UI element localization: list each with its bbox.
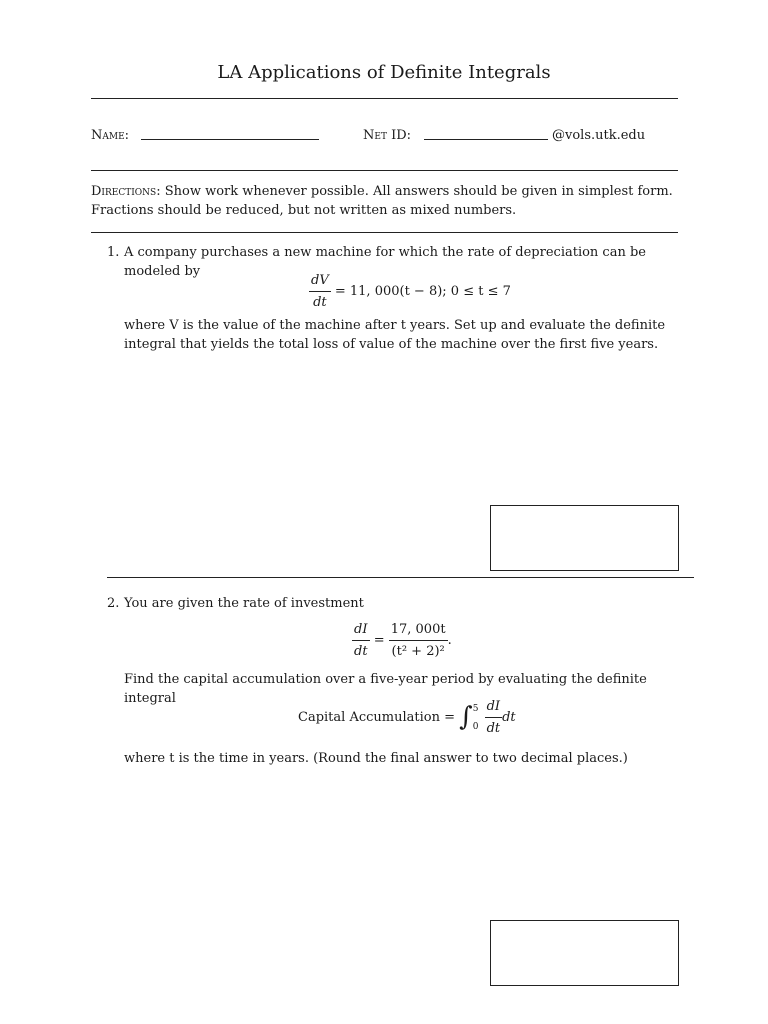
integral-lower-limit: 0 bbox=[472, 721, 479, 732]
name-label: Name: bbox=[91, 128, 130, 143]
fraction-numerator: dI bbox=[354, 622, 368, 637]
problem-2-note: where t is the time in years. (Round the final answer to two decimal places.) bbox=[124, 751, 628, 766]
integral-sign: ∫ bbox=[459, 702, 473, 732]
problem-1-answer-box[interactable] bbox=[490, 505, 679, 571]
fraction-denominator: dt bbox=[309, 291, 331, 312]
email-suffix: @vols.utk.edu bbox=[552, 128, 646, 143]
fraction-dv-dt bbox=[309, 271, 331, 312]
problem-2-equation bbox=[352, 620, 452, 661]
problem-2-answer-box[interactable] bbox=[490, 920, 679, 986]
fraction-denominator: dt bbox=[352, 640, 370, 661]
equals-sign: = bbox=[373, 633, 385, 648]
name-field[interactable] bbox=[141, 139, 319, 140]
problem-1-number: 1. bbox=[107, 245, 120, 260]
problem-1-intro: A company purchases a new machine for which the rate of depreciation can be modeled by bbox=[124, 245, 646, 279]
problem-2-number: 2. bbox=[107, 596, 120, 611]
fraction-di-dt bbox=[352, 620, 370, 661]
fraction-rate bbox=[389, 620, 448, 661]
directions-label: Directions: bbox=[91, 184, 161, 199]
integral-differential: dt bbox=[502, 710, 516, 725]
page-title: LA Applications of Definite Integrals bbox=[217, 62, 551, 83]
integral-limits bbox=[473, 704, 479, 732]
header-divider bbox=[91, 170, 678, 171]
netid-label: Net ID: bbox=[363, 128, 412, 143]
problem-divider bbox=[107, 577, 694, 578]
equals-sign: = bbox=[444, 710, 455, 725]
fraction-numerator: 17, 000t bbox=[390, 622, 446, 637]
problem-2-instruction: Find the capital accumulation over a five-year period by evaluating the definite integral bbox=[124, 672, 647, 706]
top-divider bbox=[91, 98, 678, 99]
fraction-numerator: dI bbox=[486, 699, 501, 714]
equation-period: . bbox=[447, 633, 452, 648]
fraction-numerator: dV bbox=[311, 273, 329, 288]
integral-upper-limit: 5 bbox=[472, 703, 479, 714]
fraction-denominator: (t² + 2)² bbox=[389, 640, 448, 661]
integral-label: Capital Accumulation bbox=[298, 710, 440, 725]
fraction-denominator: dt bbox=[485, 717, 503, 738]
problem-1-equation bbox=[309, 271, 511, 312]
equation-rhs: = 11, 000(t − 8); 0 ≤ t ≤ 7 bbox=[334, 284, 511, 299]
problem-1-body: where V is the value of the machine after t years. Set up and evaluate the definite integral that yields the total loss of value of the machine over the first five years. bbox=[124, 318, 666, 352]
directions bbox=[91, 182, 681, 220]
netid-field[interactable] bbox=[424, 139, 548, 140]
fraction-di-dt bbox=[485, 697, 503, 738]
problem-2-intro: You are given the rate of investment bbox=[124, 596, 364, 611]
problem-2-integral bbox=[298, 697, 516, 738]
directions-divider bbox=[91, 232, 678, 233]
directions-text: Show work whenever possible. All answers should be given in simplest form. Fractions should be reduced, but not written as mixed numbers. bbox=[91, 184, 673, 218]
